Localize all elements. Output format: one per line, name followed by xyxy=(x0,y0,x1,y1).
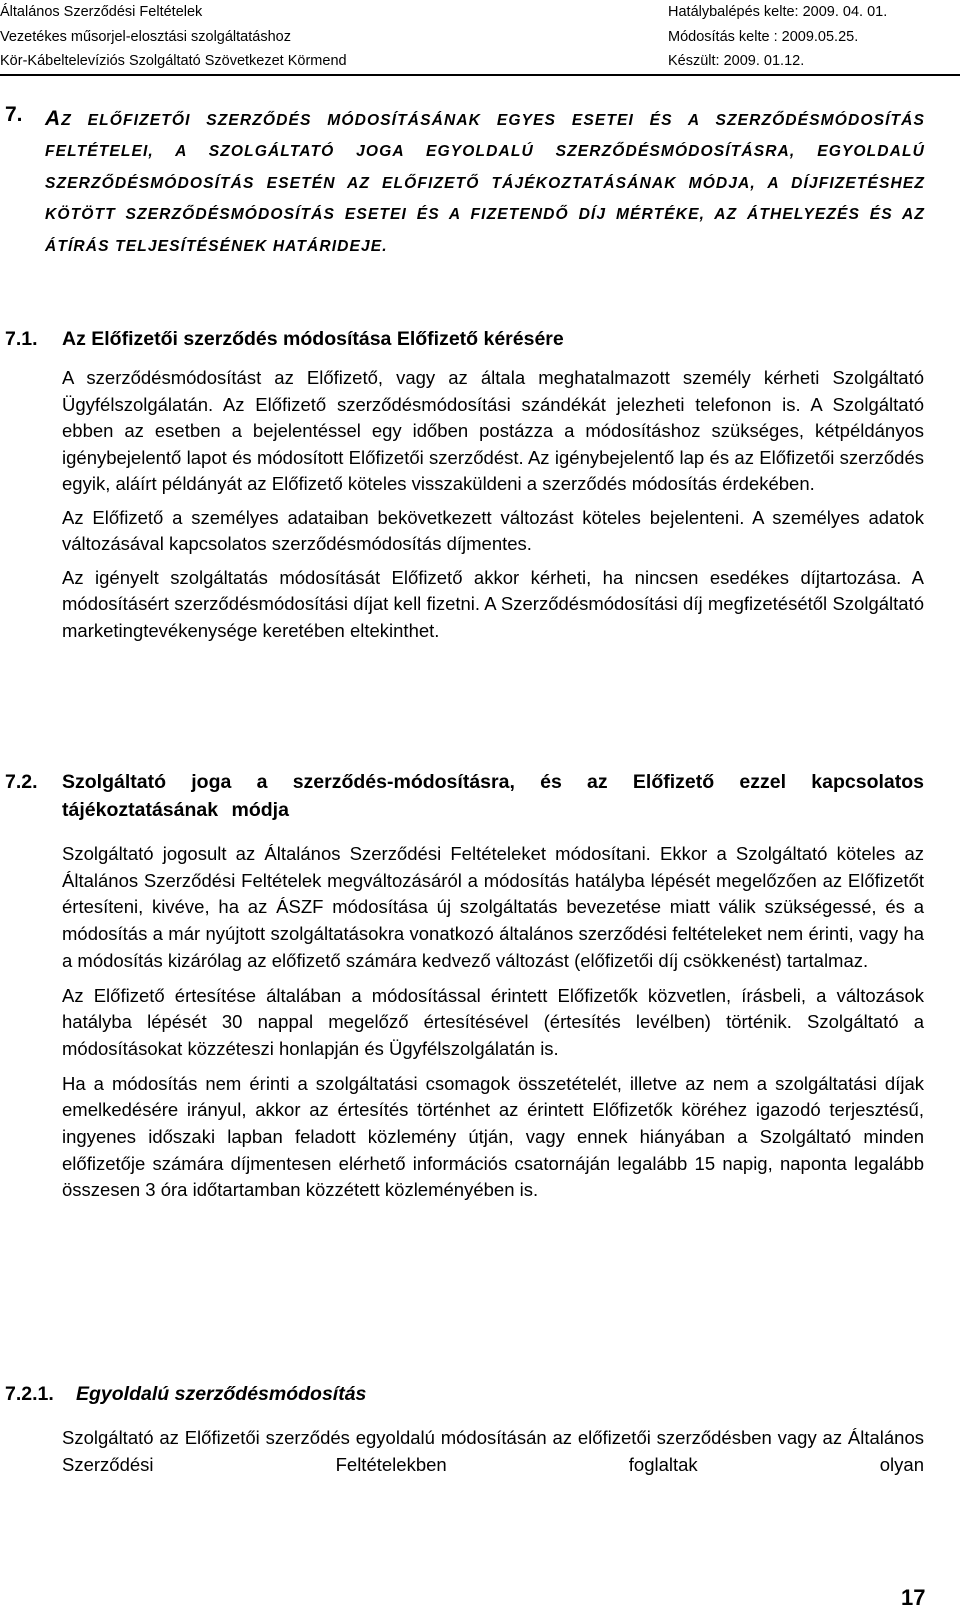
section-7-2-body xyxy=(62,841,924,1204)
section-7-number: 7. xyxy=(5,103,23,126)
section-7-2-1-body xyxy=(62,1425,924,1478)
section-7-heading xyxy=(5,103,925,262)
paragraph: Az Előfizető értesítése általában a módosítással érintett Előfizetők közvetlen, írásbeli, a változások hatályba lépését 30 nappal megelőző értesítésével (értesítés levélben) történik. Szolgáltató a módosításokat közzéteszi honlapján és Ügyfélszolgálatán is. xyxy=(62,984,924,1059)
paragraph: Ha a módosítás nem érinti a szolgáltatási csomagok összetételét, illetve az nem a szolgáltatási díjak emelkedésére irányul, akkor az értesítés történhet az érintett Előfizetők köréhez igazodó terjesztésű, ingyenes időszaki lapban feladott közlemény útján, vagy ennek hiányában a Szolgáltató minden előfizetője számára díjmentesen elérhető információs csatornáján legalább 15 napig, naponta legalább összesen 3 óra időtartamban közzétett közleményében is. xyxy=(62,1072,924,1201)
section-7-title-initial: A xyxy=(45,107,62,130)
section-7-2-title: Szolgáltató joga a szerződés-módosításra, és az Előfizető ezzel kapcsolatos tájékoztatásának módja xyxy=(62,771,924,821)
paragraph: Szolgáltató jogosult az Általános Szerződési Feltételeket módosítani. Ekkor a Szolgáltató köteles az Általános Szerződési Feltételek megváltozásáról a módosítás hatályba lépését megelőzően az Előfizetőt értesíteni, kivéve, ha az ÁSZF módosítása új szolgáltatás bevezetése miatt válik szükségessé, és a módosítás a már nyújtott szolgáltatásokra vonatkozó általános szerződési feltételeket nem érinti, vagy ha a módosítás kizárólag az előfizető számára kedvező változást (előfizetői díj csökkenést) tartalmaz. xyxy=(62,843,924,971)
section-7-2-number: 7.2. xyxy=(5,771,38,793)
header-modified-date: Módosítás kelte : 2009.05.25. xyxy=(668,29,859,45)
section-7-2-1-number: 7.2.1. xyxy=(5,1383,54,1405)
section-7-1-title: Az Előfizetői szerződés módosítása Előfizető kérésére xyxy=(62,328,564,350)
section-7-1-number: 7.1. xyxy=(5,328,38,350)
header-provider: Kör-Kábeltelevíziós Szolgáltató Szövetkezet Körmend xyxy=(0,53,347,69)
header-doc-title: Általános Szerződési Feltételek xyxy=(0,4,203,20)
header-divider xyxy=(0,74,960,76)
paragraph: Szolgáltató az Előfizetői szerződés egyoldalú módosításán az előfizetői szerződésben vagy az Általános Szerződési Feltételekben foglaltak olyan xyxy=(62,1427,924,1475)
paragraph: A szerződésmódosítást az Előfizető, vagy az általa meghatalmazott személy kérheti Szolgáltató Ügyfélszolgálatán. Az Előfizető szerződésmódosítási szándékát jelezheti telefonon is. A Szolgáltató ebben az esetben a bejelentéssel egy időben postázza a módosításhoz szükséges, kétpéldányos igénybejelentő lapot és módosított Előfizetői szerződést. Az igénybejelentő lap és az Előfizetői szerződés egyik, aláírt példányát az Előfizető köteles visszaküldeni a szerződés módosítás érdekében. xyxy=(62,367,924,494)
header-doc-scope: Vezetékes műsorjel-elosztási szolgáltatáshoz xyxy=(0,29,291,45)
paragraph: Az Előfizető a személyes adataiban bekövetkezett változást köteles bejelenteni. A személyes adatok változásával kapcsolatos szerződésmódosítás díjmentes. xyxy=(62,506,924,554)
section-7-title xyxy=(45,103,925,262)
page-number: 17 xyxy=(901,1585,926,1610)
section-7-1-body xyxy=(62,365,924,644)
section-7-2-1-title: Egyoldalú szerződésmódosítás xyxy=(76,1383,367,1405)
section-7-title-text: Z ELŐFIZETŐI SZERZŐDÉS MÓDOSÍTÁSÁNAK EGYES ESETEI ÉS A SZERZŐDÉSMÓDOSÍTÁS FELTÉTELEI, A SZOLGÁLTATÓ JOGA EGYOLDALÚ SZERZŐDÉSMÓDOSÍTÁSRA, EGYOLDALÚ SZERZŐDÉSMÓDOSÍTÁS ESETÉN AZ ELŐFIZETŐ TÁJÉKOZTATÁSÁNAK MÓDJA, A DÍJFIZETÉSHEZ KÖTÖTT SZERZŐDÉSMÓDOSÍTÁS ESETEI ÉS A FIZETENDŐ DÍJ MÉRTÉKE, AZ ÁTHELYEZÉS ÉS AZ ÁTÍRÁS TELJESÍTÉSÉNEK HATÁRIDEJE. xyxy=(45,112,925,255)
paragraph: Az igényelt szolgáltatás módosítását Előfizető akkor kérheti, ha nincsen esedékes díjtartozása. A módosításért szerződésmódosítási díjat kell fizetni. A Szerződésmódosítási díj megfizetésétől Szolgáltató marketingtevékenysége keretében eltekinthet. xyxy=(62,566,924,641)
header-created-date: Készült: 2009. 01.12. xyxy=(668,53,805,69)
header-effective-date: Hatálybalépés kelte: 2009. 04. 01. xyxy=(668,4,888,20)
